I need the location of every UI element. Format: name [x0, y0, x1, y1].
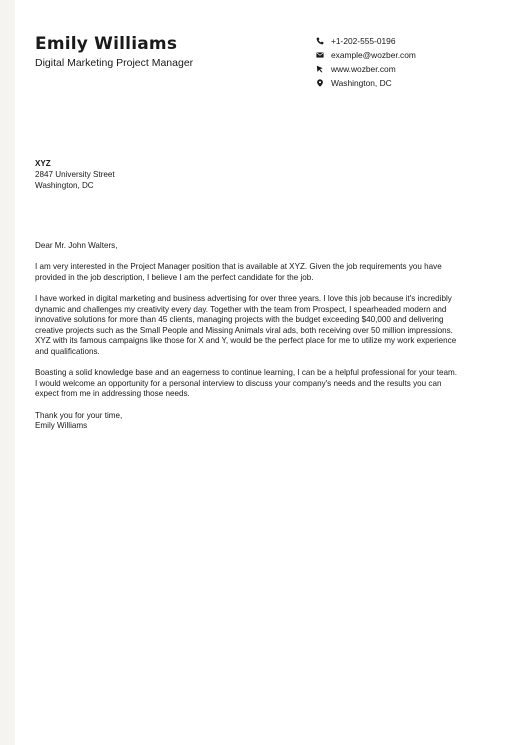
contact-email	[315, 48, 515, 62]
letter-signature: Emily Williams	[35, 421, 88, 431]
letter-paragraph-2: I have worked in digital marketing and business advertising for over three years. I love this job because it's incredibly dynamic and challenges my creativity every day. Together with the team from Prospect, I spearheaded modern and innovative solutions for more than 45 clients, managing projects with the budget exceeding $40,000 and delivering creative projects such as the Small People and Missing Animals viral ads, both receiving over 50 million impressions. XYZ with its famous campaigns like those for X and Y, would be the perfect place for me to utilize my work experience and qualifications.	[35, 293, 457, 356]
contact-list	[315, 34, 515, 90]
applicant-role: Digital Marketing Project Manager	[35, 57, 194, 69]
letter-greeting: Dear Mr. John Walters,	[35, 241, 118, 250]
recipient-address	[35, 158, 115, 191]
contact-website	[315, 62, 515, 76]
recipient-company: XYZ	[35, 159, 51, 168]
phone-icon	[315, 37, 324, 46]
letter-page	[15, 0, 527, 745]
letter-paragraph-1: I am very interested in the Project Manager position that is available at XYZ. Given the job requirements you have provided in the job description, I believe I am the perfect candidate for the job.	[35, 262, 442, 282]
letter-closing: Thank you for your time,	[35, 410, 123, 420]
link-icon	[315, 65, 324, 74]
letter-paragraph-3: Boasting a solid knowledge base and an eagerness to continue learning, I can be a helpful professional for your team. I would welcome an opportunity for a personal interview to discuss your company's needs and the results you can expect from me in addressing those needs.	[35, 368, 458, 399]
contact-email-value[interactable]: example@wozber.com	[331, 50, 416, 60]
email-icon	[315, 51, 324, 60]
contact-phone-value: +1-202-555-0196	[331, 36, 396, 46]
contact-website-value[interactable]: www.wozber.com	[331, 64, 396, 74]
contact-location-value: Washington, DC	[331, 78, 392, 88]
recipient-city: Washington, DC	[35, 181, 94, 190]
applicant-name: Emily Williams	[35, 34, 178, 54]
location-icon	[315, 79, 324, 88]
contact-phone	[315, 34, 515, 48]
letter-signoff	[35, 411, 460, 432]
recipient-street: 2847 University Street	[35, 170, 115, 179]
contact-location	[315, 76, 515, 90]
letter-body	[35, 241, 460, 432]
